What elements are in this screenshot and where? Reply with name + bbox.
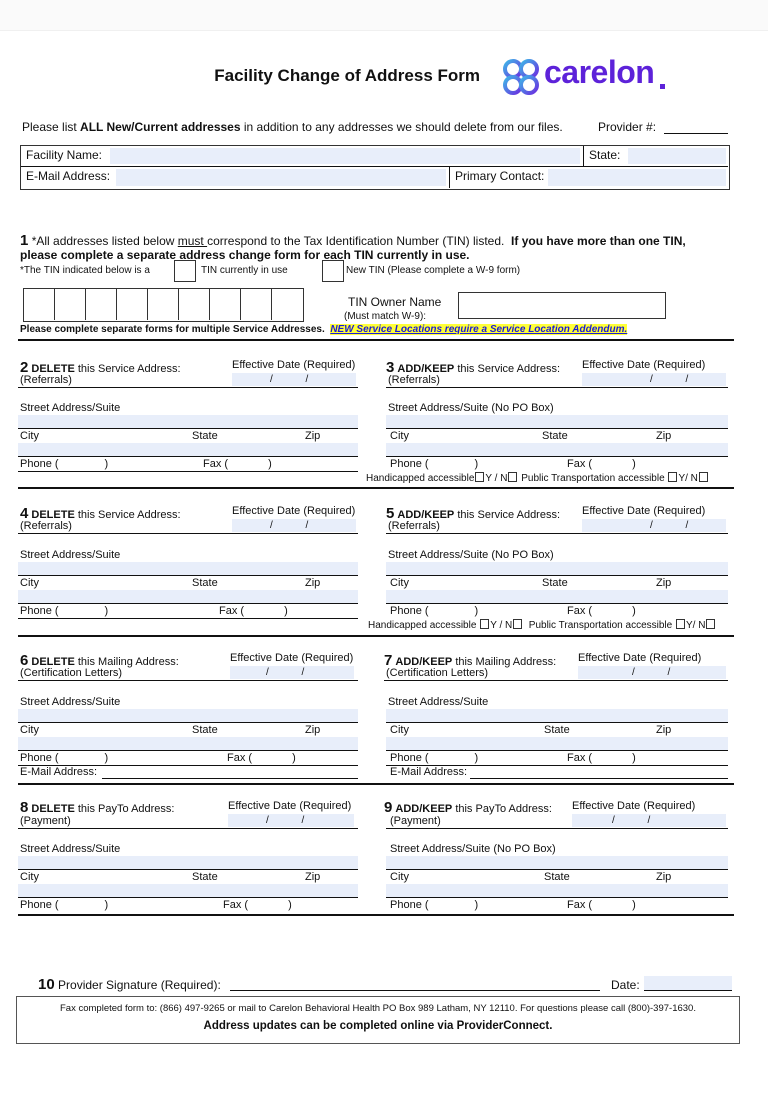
section-3-city-label: City xyxy=(390,430,409,442)
section-9-date-slashes: / / xyxy=(612,815,651,826)
section-9-fax-label: Fax ( ) xyxy=(567,899,636,911)
section-8-effective: Effective Date (Required) xyxy=(228,800,352,812)
section-3-city-field[interactable] xyxy=(386,443,728,456)
section-7-effective: Effective Date (Required) xyxy=(578,652,702,664)
section-3-zip-label: Zip xyxy=(656,430,672,442)
intro-text: Please list ALL New/Current addresses in addition to any addresses we should delete from our files. xyxy=(22,120,563,134)
section-6-effective: Effective Date (Required) xyxy=(230,652,354,664)
section-3-street-field[interactable] xyxy=(386,415,728,428)
section-9-phone-label: Phone ( ) xyxy=(390,899,479,911)
separate-forms-note: Please complete separate forms for multiple Service Addresses. NEW Service Locations require a Service Location Addendum. xyxy=(20,324,628,335)
section-6-email-field[interactable] xyxy=(102,778,358,779)
section-4-date-slashes: / / xyxy=(270,520,309,531)
section-2-fax-label: Fax ( ) xyxy=(203,458,272,470)
section-6-state-label: State xyxy=(192,724,218,736)
logo-text: carelon xyxy=(544,54,655,90)
rule-5 xyxy=(18,914,734,916)
section-2-city-label: City xyxy=(20,430,39,442)
section-7-fax-label: Fax ( ) xyxy=(567,752,636,764)
tin-digit-sep xyxy=(147,289,148,320)
section-5-phone-label: Phone ( ) xyxy=(390,605,479,617)
section-7-state-label: State xyxy=(544,724,570,736)
facility-state-field[interactable] xyxy=(628,148,726,164)
carelon-logo xyxy=(500,56,675,98)
facility-name-field[interactable] xyxy=(110,148,580,164)
section-6-street-line xyxy=(18,722,358,723)
section-8-sub: (Payment) xyxy=(20,815,71,827)
form-title: Facility Change of Address Form xyxy=(214,66,480,85)
section-7-city-line xyxy=(386,750,728,751)
top-band xyxy=(0,0,768,31)
section-7-email-field[interactable] xyxy=(470,778,728,779)
section-6-street-label: Street Address/Suite xyxy=(20,696,121,708)
tin-current-label: TIN currently in use xyxy=(201,265,288,276)
section-7-street-line xyxy=(386,722,728,723)
section-3-line xyxy=(386,387,728,388)
section-5-state-label: State xyxy=(542,577,568,589)
section-6-email-label: E-Mail Address: xyxy=(20,766,98,778)
tin-new-label: New TIN (Please complete a W-9 form) xyxy=(346,265,521,276)
section-4-city-label: City xyxy=(20,577,39,589)
facility-name-label: Facility Name: xyxy=(26,148,103,162)
section-6-street-field[interactable] xyxy=(18,709,358,722)
section-6-line xyxy=(18,680,358,681)
section-7-date-slashes: / / xyxy=(632,667,671,678)
section-5-line xyxy=(386,533,728,534)
tin-owner-name-field[interactable] xyxy=(458,292,666,319)
tin-owner-label: TIN Owner Name xyxy=(348,295,442,309)
signature-date-field[interactable] xyxy=(644,976,732,990)
section-2-sub: (Referrals) xyxy=(20,374,72,386)
section-6-city-field[interactable] xyxy=(18,737,358,750)
section-6-date-slashes: / / xyxy=(266,667,305,678)
signature-date-label: Date: xyxy=(611,978,640,992)
section-7-city-field[interactable] xyxy=(386,737,728,750)
section-2-heading: 2 DELETE this Service Address: xyxy=(20,359,181,376)
tin-current-checkbox[interactable] xyxy=(174,260,196,282)
section-5-city-field[interactable] xyxy=(386,590,728,603)
section-4-zip-label: Zip xyxy=(305,577,321,589)
section-9-city-line xyxy=(386,897,728,898)
section-4-state-label: State xyxy=(192,577,218,589)
section-4-sub: (Referrals) xyxy=(20,520,72,532)
section-3-heading: 3 ADD/KEEP this Service Address: xyxy=(386,359,561,376)
email-label: E-Mail Address: xyxy=(26,169,111,183)
section-8-zip-label: Zip xyxy=(305,871,321,883)
section-4-street-line xyxy=(18,575,358,576)
section-9-zip-label: Zip xyxy=(656,871,672,883)
section-5-sub: (Referrals) xyxy=(388,520,440,532)
tin-must-match: (Must match W-9): xyxy=(344,311,427,322)
section-6-city-label: City xyxy=(20,724,39,736)
tin-digit-sep xyxy=(271,289,272,320)
section-7-city-label: City xyxy=(390,724,409,736)
section-2-street-line xyxy=(18,428,358,429)
footer-box xyxy=(16,996,740,1044)
section-4-city-field[interactable] xyxy=(18,590,358,603)
section-5-date-slashes: / / xyxy=(650,520,689,531)
rule-2 xyxy=(18,487,734,489)
section-3-accessibility: Handicapped accessible Y / N Public Transportation accessible Y/ N xyxy=(366,472,709,484)
tin-line2: please complete a separate address change form for each TIN currently in use. xyxy=(20,248,470,262)
section-2-city-field[interactable] xyxy=(18,443,358,456)
section-8-street-line xyxy=(18,869,358,870)
tin-digit-sep xyxy=(54,289,55,320)
facility-divider xyxy=(21,166,728,167)
logo-dot xyxy=(660,84,665,89)
section-3-date-slashes: / / xyxy=(650,374,689,385)
tin-digit-sep xyxy=(240,289,241,320)
section-4-fax-label: Fax ( ) xyxy=(219,605,288,617)
section-8-city-line xyxy=(18,897,358,898)
section-6-heading: 6 DELETE this Mailing Address: xyxy=(20,652,179,669)
section-2-phone-line xyxy=(18,471,358,472)
section-5-street-line xyxy=(386,575,728,576)
section-2-street-field[interactable] xyxy=(18,415,358,428)
section-7-email-label: E-Mail Address: xyxy=(390,766,468,778)
signature-field[interactable] xyxy=(230,990,600,991)
section-5-fax-label: Fax ( ) xyxy=(567,605,636,617)
section-3-fax-label: Fax ( ) xyxy=(567,458,636,470)
section-7-line xyxy=(384,680,728,681)
section-4-line xyxy=(18,533,358,534)
tin-digit-sep xyxy=(85,289,86,320)
section-8-city-label: City xyxy=(20,871,39,883)
signature-label: 10 Provider Signature (Required): xyxy=(38,976,221,993)
section-9-line xyxy=(386,828,728,829)
section-8-heading: 8 DELETE this PayTo Address: xyxy=(20,799,175,816)
section-2-zip-label: Zip xyxy=(305,430,321,442)
footer-online-line: Address updates can be completed online via ProviderConnect. xyxy=(203,1020,553,1032)
section-9-sub: (Payment) xyxy=(390,815,441,827)
section-8-city-field[interactable] xyxy=(18,884,358,897)
section-6-phone-label: Phone ( ) xyxy=(20,752,109,764)
section-6-sub: (Certification Letters) xyxy=(20,667,123,679)
service-location-highlight: NEW Service Locations require a Service Location Addendum. xyxy=(330,324,628,335)
section-8-phone-label: Phone ( ) xyxy=(20,899,109,911)
section-5-heading: 5 ADD/KEEP this Service Address: xyxy=(386,505,561,522)
email-vdivider xyxy=(449,167,450,188)
section-9-heading: 9 ADD/KEEP this PayTo Address: xyxy=(384,799,552,816)
tin-digit-sep xyxy=(209,289,210,320)
section-7-phone-label: Phone ( ) xyxy=(390,752,479,764)
section-7-heading: 7 ADD/KEEP this Mailing Address: xyxy=(384,652,557,669)
tin-digit-sep xyxy=(116,289,117,320)
tin-digit-boxes[interactable] xyxy=(23,288,304,322)
rule-1 xyxy=(18,339,734,341)
section-5-street-field[interactable] xyxy=(386,562,728,575)
section-6-zip-label: Zip xyxy=(305,724,321,736)
section-4-city-line xyxy=(18,603,358,604)
footer-contact-line: Fax completed form to: (866) 497-9265 or mail to Carelon Behavioral Health PO Box 989 Latham, NY 12110. For questions please call (800)-397-1630. xyxy=(60,1003,696,1014)
tin-line1: 1 *All addresses listed below must correspond to the Tax Identification Number (TIN) listed. If you have more than one TIN, xyxy=(20,232,686,249)
facility-vdivider xyxy=(583,146,584,166)
section-5-zip-label: Zip xyxy=(656,577,672,589)
section-4-street-label: Street Address/Suite xyxy=(20,549,121,561)
provider-number-field[interactable] xyxy=(664,133,728,134)
section-9-city-label: City xyxy=(390,871,409,883)
email-field[interactable] xyxy=(116,169,446,186)
tin-new-checkbox[interactable] xyxy=(322,260,344,282)
section-5-effective: Effective Date (Required) xyxy=(582,505,706,517)
rule-3 xyxy=(18,635,734,637)
section-4-heading: 4 DELETE this Service Address: xyxy=(20,505,181,522)
section-2-city-line xyxy=(18,456,358,457)
section-7-sub: (Certification Letters) xyxy=(386,667,489,679)
section-8-date-slashes: / / xyxy=(266,815,305,826)
section-2-effective: Effective Date (Required) xyxy=(232,359,356,371)
section-7-street-label: Street Address/Suite xyxy=(388,696,489,708)
section-8-street-field[interactable] xyxy=(18,856,358,869)
section-5-city-line xyxy=(386,603,728,604)
section-4-phone-line xyxy=(18,618,358,619)
section-9-street-label: Street Address/Suite (No PO Box) xyxy=(390,843,556,855)
section-4-phone-label: Phone ( ) xyxy=(20,605,109,617)
section-9-state-label: State xyxy=(544,871,570,883)
section-3-phone-label: Phone ( ) xyxy=(390,458,479,470)
section-3-state-label: State xyxy=(542,430,568,442)
section-9-street-field[interactable] xyxy=(386,856,728,869)
primary-contact-label: Primary Contact: xyxy=(455,169,545,183)
section-8-street-label: Street Address/Suite xyxy=(20,843,121,855)
rule-4 xyxy=(18,783,734,785)
section-2-date-slashes: / / xyxy=(270,374,309,385)
section-8-state-label: State xyxy=(192,871,218,883)
state-label: State: xyxy=(589,148,621,162)
section-2-state-label: State xyxy=(192,430,218,442)
section-3-sub: (Referrals) xyxy=(388,374,440,386)
section-5-accessibility: Handicapped accessible Y / N Public Transportation accessible Y/ N xyxy=(368,619,716,631)
section-7-zip-label: Zip xyxy=(656,724,672,736)
section-6-fax-label: Fax ( ) xyxy=(227,752,296,764)
section-6-city-line xyxy=(18,750,358,751)
carelon-logo-mark-icon xyxy=(500,56,542,98)
primary-contact-field[interactable] xyxy=(548,169,726,186)
section-2-line xyxy=(18,387,358,388)
tin-digit-sep xyxy=(178,289,179,320)
section-7-street-field[interactable] xyxy=(386,709,728,722)
section-3-city-line xyxy=(386,456,728,457)
section-3-effective: Effective Date (Required) xyxy=(582,359,706,371)
signature-date-line xyxy=(644,990,732,991)
section-8-fax-label: Fax ( ) xyxy=(223,899,292,911)
section-9-effective: Effective Date (Required) xyxy=(572,800,696,812)
section-8-line xyxy=(18,828,358,829)
section-5-city-label: City xyxy=(390,577,409,589)
section-2-street-label: Street Address/Suite xyxy=(20,402,121,414)
section-2-phone-label: Phone ( ) xyxy=(20,458,109,470)
section-9-street-line xyxy=(386,869,728,870)
section-3-street-line xyxy=(386,428,728,429)
section-9-city-field[interactable] xyxy=(386,884,728,897)
tin-indicated: *The TIN indicated below is a xyxy=(20,265,150,276)
section-5-street-label: Street Address/Suite (No PO Box) xyxy=(388,549,554,561)
section-3-street-label: Street Address/Suite (No PO Box) xyxy=(388,402,554,414)
section-4-street-field[interactable] xyxy=(18,562,358,575)
section-4-effective: Effective Date (Required) xyxy=(232,505,356,517)
provider-label: Provider #: xyxy=(598,120,657,134)
